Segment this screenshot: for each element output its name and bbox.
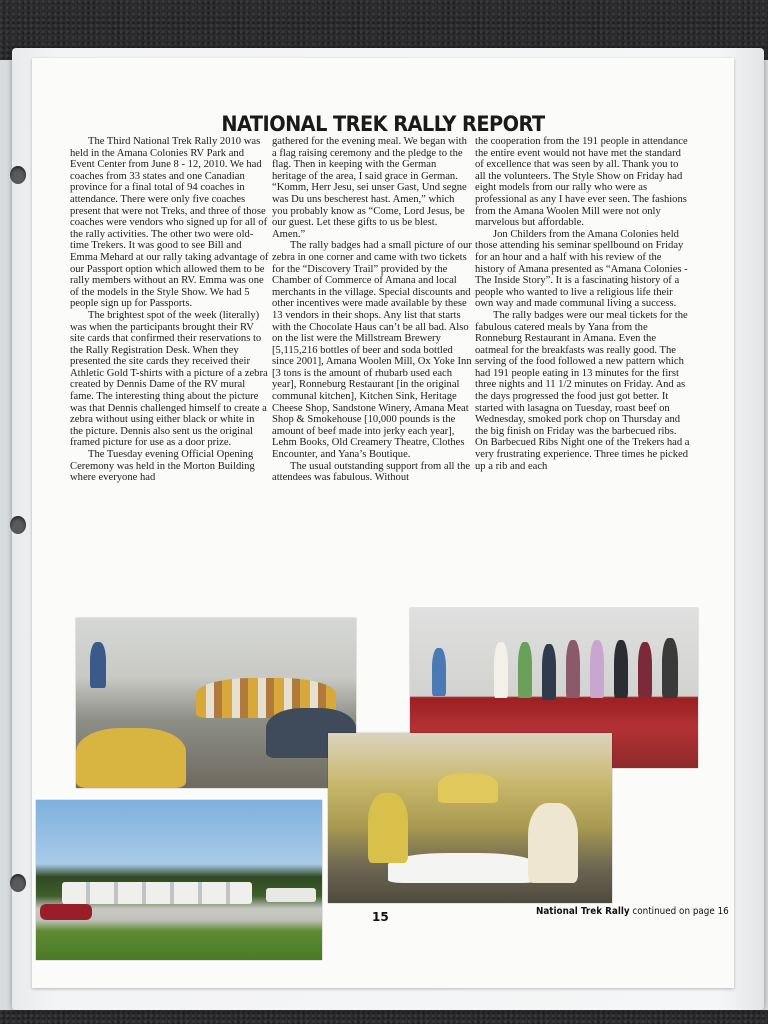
paragraph: The Third National Trek Rally 2010 was held in the Amana Colonies RV Park and Event Center from June 8 - 12, 2010. We had coaches from 33 states and one Canadian province for a final total of 94 coaches in attendance. There were only five coaches present that were not Treks, and three of those coaches were vendors who signed up for all of the rally activities. The other two were old-time Trekers. It was good to see Bill and Emma Mehard at our rally taking advantage of our Passport option which allowed them to be rally members without an RV. Emma was one of the models in the Style Show. We had 5 people sign up for Passports. <box>70 136 269 310</box>
paragraph: The Tuesday evening Official Opening Ceremony was held in the Morton Building where everyone had <box>70 449 255 484</box>
photo-dining-hall <box>328 733 612 903</box>
photo-rv-park <box>36 800 322 960</box>
photo-opening-ceremony <box>76 618 356 788</box>
continued-article-name: National Trek Rally <box>536 906 630 917</box>
paragraph: the cooperation from the 191 people in attendance the entire event would not have met the standard of excellence that was seen by all. Thank you to all the volunteers. The Style Show on Friday had eight models from our rally who were as professional as any I have ever seen. The fashions from the Amana Woolen Mill were not only marvelous but affordable. <box>475 136 688 229</box>
paragraph: gathered for the evening meal. We began with a flag raising ceremony and the pledge to the flag. Then in keeping with the German heritage of the area, I said grace in German. “Komm, Herr Jesu, sei unser Gast, Und segne was Du uns bescherest hast. Amen,” which you probably know as “Come, Lord Jesus, be our guest. Let these gifts to us be blest. Amen.” <box>272 136 467 240</box>
binder-ring-hole <box>10 874 26 892</box>
article-column-1 <box>70 136 270 484</box>
article-column-2 <box>272 136 472 484</box>
paragraph: The rally badges had a small picture of our zebra in one corner and came with two tickets for the “Discovery Trail” provided by the Chamber of Commerce of Amana and local merchants in the village. Special discounts and other incentives were made available by these 13 vendors in their shops. Any list that starts with the Chocolate Haus can’t be all bad. Also on the list were the Millstream Brewery [5,115,216 bottles of beer and soda bottled since 2001], Amana Woolen Mill, Ox Yoke Inn [3 tons is the amount of rhubarb used each year], Ronneburg Restaurant [in the original communal kitchen], Kitchen Sink, Heritage Cheese Shop, Sandstone Winery, Amana Meat Shop & Smokehouse [10,000 pounds is the amount of beef made into jerky each year], Lehm Books, Old Creamery Theatre, Clothes Encounter, and Yana’s Boutique. <box>272 240 472 461</box>
newsletter-page <box>32 58 734 988</box>
continued-notice <box>536 906 729 917</box>
paragraph: The usual outstanding support from all the attendees was fabulous. Without <box>272 460 471 484</box>
page-headline: NATIONAL TREK RALLY REPORT <box>221 112 545 136</box>
paragraph: Jon Childers from the Amana Colonies held those attending his seminar spellbound on Friday for an hour and a half with his review of the history of Amana presented as “Amana Colonies - The Inside Story”. It is a fascinating history of a people who wanted to live a religious life their own way and made communal living a success. <box>475 228 688 310</box>
paragraph: The rally badges were our meal tickets for the fabulous catered meals by Yana from the Ronneburg Restaurant in Amana. Even the oatmeal for the breakfasts was really good. The serving of the food followed a new pattern which had 191 people eating in 13 minutes for the first three nights and 11 1/2 minutes on Friday. And as the days progressed the food just got better. It started with lasagna on Tuesday, roast beef on Wednesday, smoked pork chop on Thursday and the big finish on Friday was the barbecued ribs. On Barbecued Ribs Night one of the Trekers had a very frustrating experience. Three times he picked up a rib and each <box>475 309 690 472</box>
paragraph: The brightest spot of the week (literally) was when the participants brought their RV site cards that confirmed their reservations to the Rally Registration Desk. When they presented the site cards they received their Athletic Gold T-shirts with a picture of a zebra created by Dennis Dame of the RV mural fame. The interesting thing about the picture was that Dennis challenged himself to create a zebra without using either black or white in the picture. Dennis also sent us the original framed picture for use as a door prize. <box>70 309 268 449</box>
binder-ring-hole <box>10 166 26 184</box>
page-number: 15 <box>372 910 389 924</box>
article-column-3 <box>475 136 690 472</box>
continued-page-text: continued on page 16 <box>629 906 729 917</box>
binder-ring-hole <box>10 516 26 534</box>
